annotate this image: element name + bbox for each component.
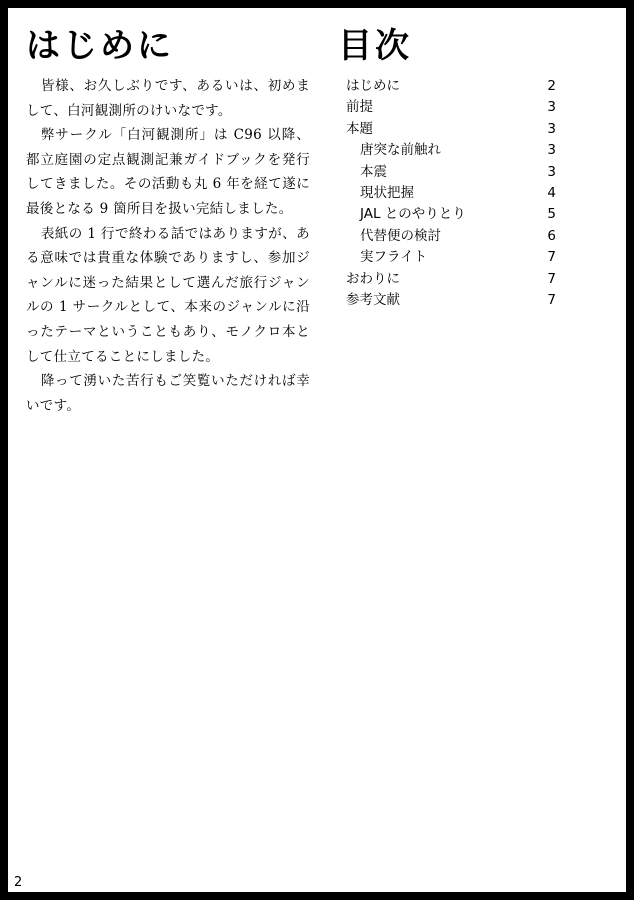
document-page (8, 8, 626, 892)
toc-entry (346, 290, 556, 311)
toc-entry-label: JAL とのやりとり (360, 206, 466, 223)
toc-entry-label: 参考文献 (346, 291, 400, 308)
toc-entry-page: 6 (547, 227, 556, 244)
toc-subentry (346, 226, 556, 247)
toc-entry (346, 76, 556, 97)
toc-entry-page: 3 (547, 99, 556, 116)
toc-entry-label: 実フライト (360, 249, 428, 266)
toc-subentry (346, 183, 556, 204)
toc-entry-label: 唐突な前触れ (360, 142, 441, 159)
toc-subentry (346, 247, 556, 268)
toc-entry-label: 現状把握 (360, 184, 414, 201)
toc-entry (346, 119, 556, 140)
intro-paragraph: 降って湧いた苦行もご笑覧いただければ幸いです。 (26, 373, 310, 414)
intro-paragraph: 弊サークル「白河観測所」は C96 以降、都立庭園の定点観測記兼ガイドブックを発行してきました。その活動も丸 6 年を経て遂に最後となる 9 箇所目を扱い完結しました。 (26, 127, 310, 217)
toc-heading: 目次 (338, 26, 412, 66)
toc-entry (346, 97, 556, 118)
toc-entry-label: はじめに (346, 78, 400, 94)
toc-entry-label: 前提 (346, 99, 373, 116)
toc-entry-page: 5 (547, 206, 556, 223)
page-number: 2 (14, 875, 23, 890)
intro-heading: はじめに (26, 26, 174, 66)
toc-subentry (346, 162, 556, 183)
intro-paragraph: 表紙の 1 行で終わる話ではありますが、ある意味では貴重な体験でありますし、参加ジャンルに迷った結果として選んだ旅行ジャンルの 1 サークルとして、本来のジャンルに沿ったテーマということもあり、モノクロ本として仕立てることにしました。 (26, 225, 310, 365)
toc-entry-page: 3 (547, 120, 556, 137)
toc-entry-label: おわりに (346, 270, 400, 287)
toc-entry-label: 代替便の検討 (360, 227, 441, 244)
toc-entry-page: 3 (547, 163, 556, 180)
toc-entry-page: 2 (547, 78, 556, 94)
toc-entry-page: 7 (547, 249, 556, 266)
toc-entry-page: 4 (547, 184, 556, 201)
toc-entry-page: 3 (547, 142, 556, 159)
toc-entry (346, 269, 556, 290)
intro-paragraph: 皆様、お久しぶりです、あるいは、初めまして、白河観測所のけいなです。 (26, 78, 310, 119)
toc-subentry (346, 204, 556, 225)
toc-entry-page: 7 (547, 291, 556, 308)
toc-subentry (346, 140, 556, 161)
toc-entry-label: 本題 (346, 120, 373, 137)
intro-body (26, 74, 310, 418)
table-of-contents (346, 76, 556, 311)
toc-entry-label: 本震 (360, 163, 387, 180)
toc-entry-page: 7 (547, 270, 556, 287)
